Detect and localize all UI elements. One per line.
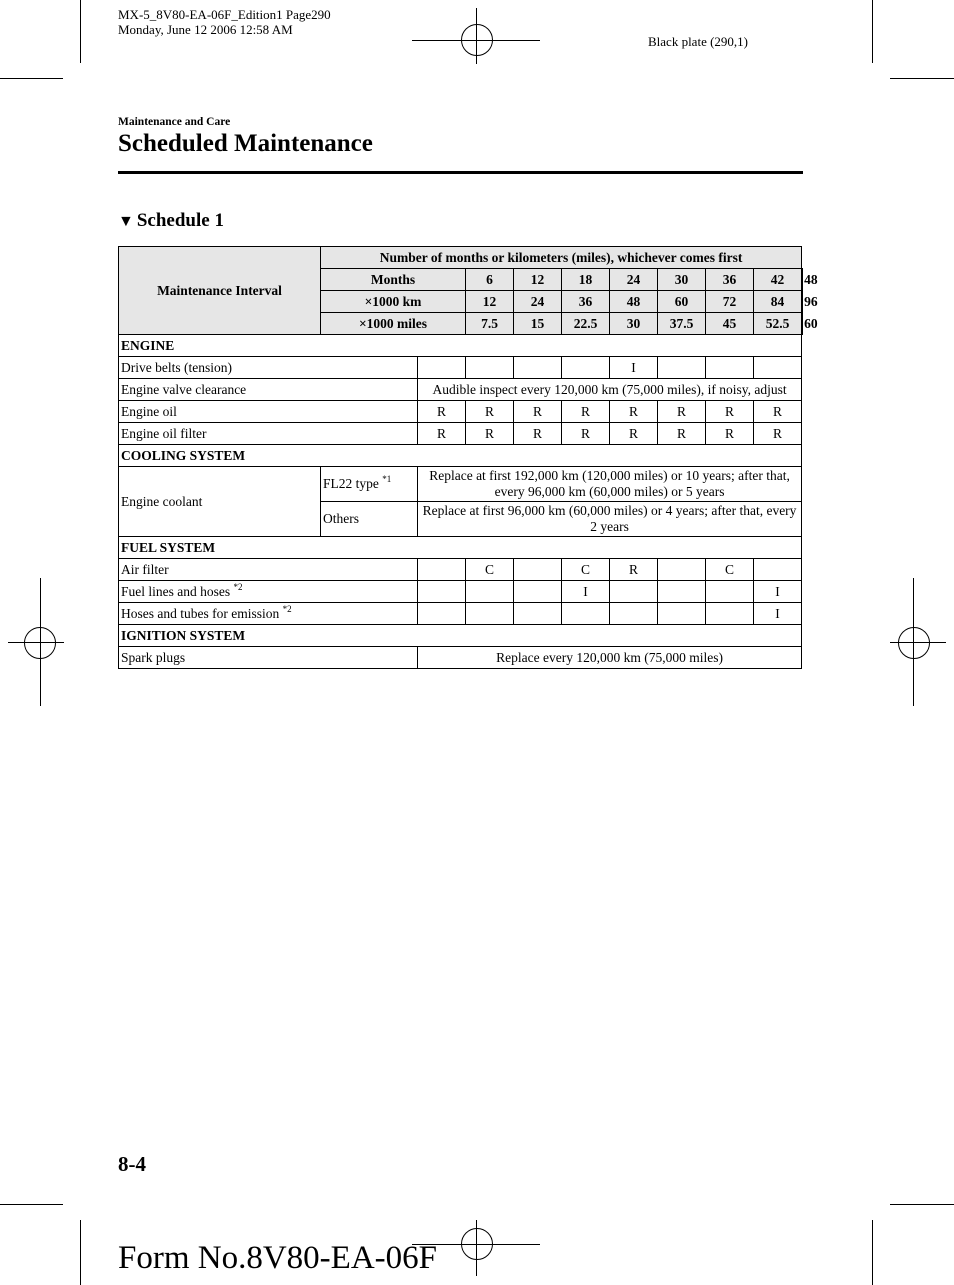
item-label: Engine oil: [119, 401, 418, 423]
value-cell: [706, 357, 754, 379]
miles-cell: 37.5: [658, 313, 706, 335]
months-cell: 36: [706, 269, 754, 291]
km-cell: 60: [658, 291, 706, 313]
value-cell: [466, 357, 514, 379]
km-cell: 84: [754, 291, 802, 313]
km-cell: 72: [706, 291, 754, 313]
table-row: [119, 625, 803, 647]
km-cell: 24: [514, 291, 562, 313]
km-cell: 36: [562, 291, 610, 313]
note-cell: Replace at first 96,000 km (60,000 miles) or 4 years; after that, every 2 years: [418, 502, 802, 537]
table-row: [119, 247, 803, 269]
value-cell: [658, 357, 706, 379]
page-title: Scheduled Maintenance: [118, 130, 373, 157]
value-cell: R: [658, 401, 706, 423]
months-cell: 12: [514, 269, 562, 291]
value-cell: [514, 357, 562, 379]
miles-cell: 15: [514, 313, 562, 335]
miles-cell: 60: [804, 315, 818, 331]
value-cell: R: [610, 401, 658, 423]
value-cell: C: [706, 559, 754, 581]
value-cell: [706, 603, 754, 625]
schedule-title: Schedule 1: [136, 210, 224, 231]
miles-cell: 30: [610, 313, 658, 335]
table-row: [119, 537, 803, 559]
table-row: [119, 559, 803, 581]
value-cell: R: [562, 401, 610, 423]
value-cell: [418, 581, 466, 603]
months-label: Months: [321, 269, 466, 291]
value-cell: R: [466, 401, 514, 423]
section-fuel: FUEL SYSTEM: [119, 537, 802, 559]
km-cell: 12: [466, 291, 514, 313]
item-label: [119, 581, 418, 603]
miles-cell: 22.5: [562, 313, 610, 335]
value-cell: [514, 581, 562, 603]
value-cell: [706, 581, 754, 603]
section-ignition: IGNITION SYSTEM: [119, 625, 802, 647]
value-cell: [418, 603, 466, 625]
value-cell: R: [706, 401, 754, 423]
value-cell: [466, 581, 514, 603]
page-number: 8-4: [118, 1152, 146, 1176]
value-cell: [562, 357, 610, 379]
item-label: Engine coolant: [119, 467, 321, 537]
months-cell: 6: [466, 269, 514, 291]
item-label: Spark plugs: [119, 647, 418, 669]
schedule-heading: [118, 210, 224, 232]
miles-cell: 7.5: [466, 313, 514, 335]
value-cell: R: [754, 423, 802, 445]
interval-header: Maintenance Interval: [119, 247, 321, 335]
km-cell: 48: [610, 291, 658, 313]
value-cell: I: [610, 357, 658, 379]
months-cell: 18: [562, 269, 610, 291]
sub-item-label: Others: [321, 502, 418, 537]
value-cell: [610, 581, 658, 603]
table-row: [119, 423, 803, 445]
months-cell: 24: [610, 269, 658, 291]
value-cell: I: [562, 581, 610, 603]
value-cell: R: [610, 559, 658, 581]
plate-info: Black plate (290,1): [648, 34, 748, 49]
footnote-mark: *1: [382, 474, 392, 484]
table-row: [119, 467, 803, 502]
miles-label: ×1000 miles: [321, 313, 466, 335]
km-label: ×1000 km: [321, 291, 466, 313]
value-cell: [418, 357, 466, 379]
value-cell: R: [706, 423, 754, 445]
item-label: Engine valve clearance: [119, 379, 418, 401]
note-cell: Replace every 120,000 km (75,000 miles): [418, 647, 802, 669]
value-cell: R: [514, 423, 562, 445]
sub-item-label: [321, 467, 418, 502]
value-cell: I: [754, 603, 802, 625]
value-cell: R: [418, 401, 466, 423]
value-cell: [562, 603, 610, 625]
section-cooling: COOLING SYSTEM: [119, 445, 802, 467]
note-cell: Replace at first 192,000 km (120,000 miles) or 10 years; after that, every 96,000 km (60,000 miles) or 5 years: [418, 467, 802, 502]
value-cell: R: [562, 423, 610, 445]
value-cell: [610, 603, 658, 625]
title-rule: [118, 171, 803, 174]
value-cell: [658, 581, 706, 603]
item-label: Drive belts (tension): [119, 357, 418, 379]
value-cell: [658, 559, 706, 581]
note-cell: Audible inspect every 120,000 km (75,000 miles), if noisy, adjust: [418, 379, 802, 401]
section-label: Maintenance and Care: [118, 116, 231, 128]
fuel-lines-label: Fuel lines and hoses: [121, 583, 231, 599]
form-number: Form No.8V80-EA-06F: [118, 1240, 437, 1276]
table-row: [119, 445, 803, 467]
value-cell: R: [754, 401, 802, 423]
item-label: [119, 603, 418, 625]
span-header: Number of months or kilometers (miles), whichever comes first: [321, 247, 802, 269]
item-label: Engine oil filter: [119, 423, 418, 445]
value-cell: [658, 603, 706, 625]
maintenance-table: [118, 246, 818, 669]
km-cell: 96: [804, 293, 818, 309]
triangle-down-icon: ▼: [118, 213, 134, 230]
item-label: Air filter: [119, 559, 418, 581]
value-cell: R: [514, 401, 562, 423]
value-cell: [514, 559, 562, 581]
value-cell: C: [466, 559, 514, 581]
value-cell: C: [562, 559, 610, 581]
months-cell: 30: [658, 269, 706, 291]
table-row: [119, 603, 803, 625]
months-cell: 48: [804, 271, 818, 287]
value-cell: [754, 559, 802, 581]
section-engine: ENGINE: [119, 335, 802, 357]
table-row: [119, 581, 803, 603]
table-row: [119, 401, 803, 423]
months-cell: 42: [754, 269, 802, 291]
footnote-mark: *2: [282, 603, 292, 614]
value-cell: R: [466, 423, 514, 445]
file-info: MX-5_8V80-EA-06F_Edition1 Page290: [118, 7, 331, 22]
date-info: Monday, June 12 2006 12:58 AM: [118, 22, 293, 37]
table-row: [119, 335, 803, 357]
table-row: [119, 357, 803, 379]
value-cell: [466, 603, 514, 625]
emission-hoses-label: Hoses and tubes for emission: [121, 605, 280, 621]
footnote-mark: *2: [233, 581, 243, 592]
fl22-label: FL22 type: [323, 476, 379, 491]
value-cell: [418, 559, 466, 581]
miles-cell: 52.5: [754, 313, 802, 335]
table-row: [119, 379, 803, 401]
value-cell: I: [754, 581, 802, 603]
miles-cell: 45: [706, 313, 754, 335]
value-cell: R: [610, 423, 658, 445]
value-cell: [754, 357, 802, 379]
table-row: [119, 647, 803, 669]
value-cell: [514, 603, 562, 625]
value-cell: R: [658, 423, 706, 445]
value-cell: R: [418, 423, 466, 445]
